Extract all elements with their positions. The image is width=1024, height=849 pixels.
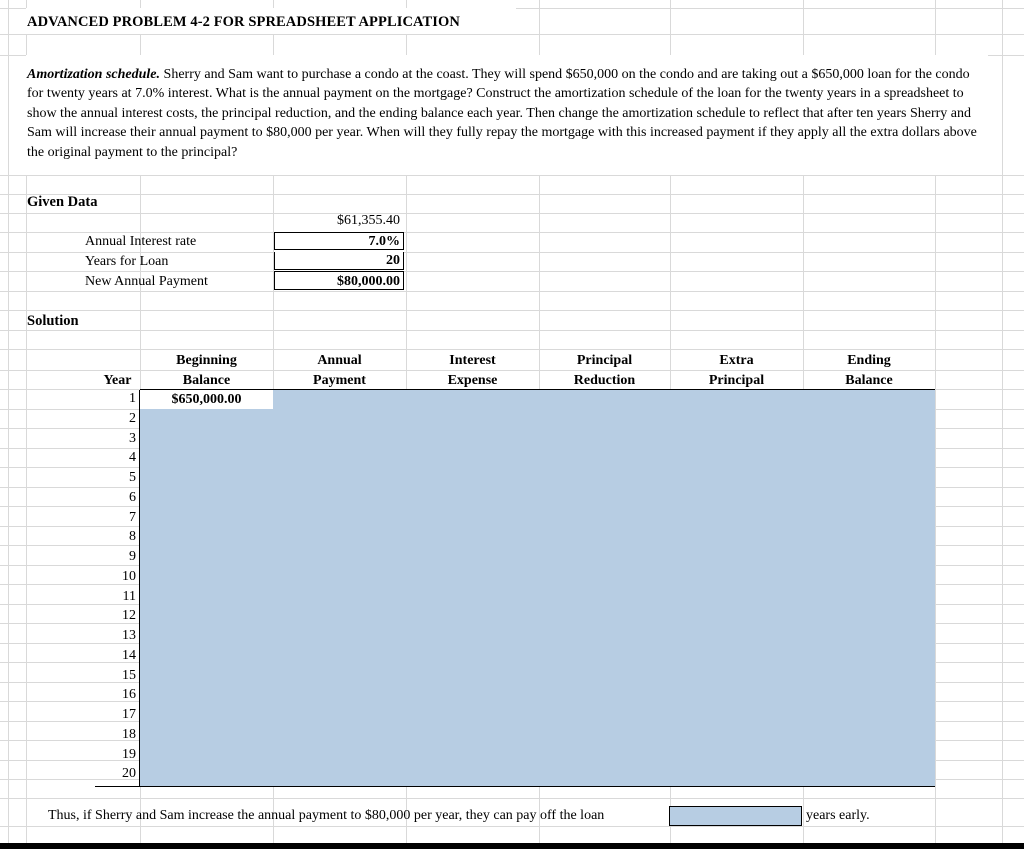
header-extra-line2: Principal	[708, 372, 765, 388]
problem-statement	[27, 65, 987, 162]
year-column	[95, 390, 140, 786]
new-payment-cell[interactable]: $80,000.00	[274, 271, 404, 290]
problem-lead: Amortization schedule.	[27, 67, 161, 82]
year-number: 2	[129, 410, 136, 426]
grid-row-line	[0, 252, 1024, 253]
solution-label: Solution	[27, 313, 79, 329]
grid-col-line	[8, 0, 9, 849]
header-extra-line1: Extra	[719, 353, 754, 368]
amortization-input-area[interactable]	[140, 390, 935, 786]
year-number: 6	[129, 489, 136, 505]
year-number: 19	[122, 746, 136, 762]
year-number: 9	[129, 549, 136, 564]
year-number: 16	[122, 687, 136, 703]
grid-row-line	[0, 271, 1024, 272]
header-annual-line1: Annual	[317, 353, 362, 368]
years-label: Years for Loan	[85, 254, 169, 269]
table-bottom-rule	[95, 786, 935, 787]
years-early-answer-cell[interactable]	[669, 806, 802, 826]
year-number: 17	[122, 707, 136, 722]
header-ending-balance	[803, 351, 935, 390]
rate-label: Annual Interest rate	[85, 234, 197, 249]
header-principal-reduction	[539, 351, 670, 390]
year-number: 10	[122, 568, 136, 584]
annual-payment-result[interactable]: $61,355.40	[337, 213, 400, 228]
year-number: 11	[122, 588, 136, 604]
header-interest-line1: Interest	[449, 353, 496, 368]
grid-row-line	[0, 826, 1024, 827]
beginning-balance-year1[interactable]: $650,000.00	[140, 390, 273, 409]
year-number: 4	[129, 450, 136, 466]
grid-row-line	[0, 213, 1024, 214]
header-beginning-line2: Balance	[182, 372, 231, 388]
header-interest-line2: Expense	[447, 372, 498, 388]
grid-row-line	[0, 194, 1024, 195]
header-beginning-balance	[140, 351, 273, 390]
header-annual-line2: Payment	[313, 372, 366, 388]
year-number: 3	[129, 430, 136, 446]
header-beginning-line1: Beginning	[176, 353, 237, 368]
grid-row-line	[0, 34, 1024, 35]
window-bottom-border	[0, 843, 1024, 849]
grid-row-line	[0, 175, 1024, 176]
years-cell[interactable]: 20	[274, 252, 404, 270]
new-payment-label: New Annual Payment	[85, 274, 208, 289]
header-interest-expense	[406, 351, 539, 390]
grid-row-line	[0, 232, 1024, 233]
header-ending-line1: Ending	[847, 353, 891, 368]
conclusion-suffix: years early.	[806, 808, 870, 823]
year-number: 14	[122, 647, 136, 663]
year-number: 7	[129, 509, 136, 525]
given-data-label: Given Data	[27, 194, 98, 210]
year-number: 18	[122, 726, 136, 742]
header-ending-line2: Balance	[845, 372, 893, 388]
year-number: 5	[129, 470, 136, 485]
year-number: 12	[122, 608, 136, 624]
conclusion-text: Thus, if Sherry and Sam increase the annual payment to $80,000 per year, they can pay off the loan	[48, 808, 605, 823]
grid-col-line	[1002, 0, 1003, 849]
year-number: 1	[129, 391, 136, 406]
rate-cell[interactable]: 7.0%	[274, 232, 404, 250]
page-title: ADVANCED PROBLEM 4-2 FOR SPREADSHEET APPLICATION	[27, 14, 461, 30]
header-principal-line2: Reduction	[573, 372, 636, 388]
year-number: 15	[122, 667, 136, 683]
header-principal-line1: Principal	[576, 353, 633, 368]
grid-row-line	[0, 798, 1024, 799]
year-number: 20	[122, 766, 136, 782]
year-number: 13	[122, 628, 136, 643]
header-extra-principal	[670, 351, 803, 390]
year-number: 8	[129, 529, 136, 545]
header-year: Year	[103, 373, 132, 388]
grid-row-line	[0, 291, 1024, 292]
header-annual-payment	[273, 351, 406, 390]
grid-row-line	[0, 330, 1024, 331]
problem-body: Sherry and Sam want to purchase a condo at the coast. They will spend $650,000 on the condo and are taking out a $650,000 loan for the condo for twenty years at 7.0% interest. What is the annual payment on the mortgage? Construct the amortization schedule of the loan for the twenty years in a spreadsheet to show the annual interest costs, the principal reduction, and the ending balance each year. Then change the amortization schedule to reflect that after ten years Sherry and Sam will increase their annual payment to $80,000 per year. When will they fully repay the mortgage with this increased payment if they apply all the extra dollars above the original payment to the principal?	[27, 67, 977, 160]
grid-row-line	[0, 310, 1024, 311]
grid-row-line	[0, 349, 1024, 350]
